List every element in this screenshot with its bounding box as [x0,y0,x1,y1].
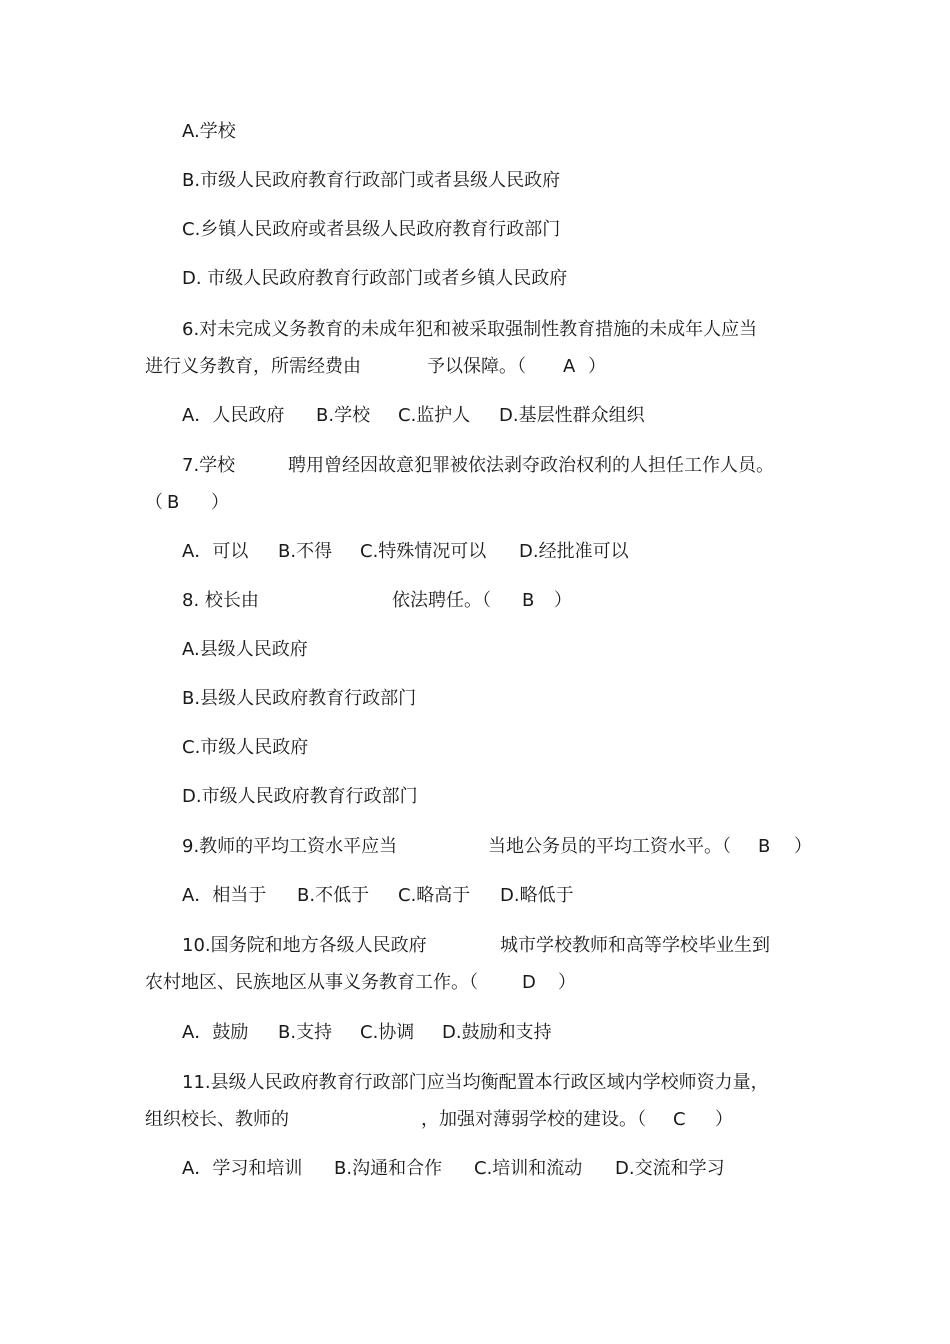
q8-text-before-blank: 8. 校长由 [182,590,259,611]
q10-question-line2 [145,971,785,995]
q11-option-c: C.培训和流动 [474,1158,583,1179]
q7-close-paren: ） [211,492,229,513]
q9-question [182,835,822,859]
q10-question-line1 [182,934,822,958]
q6-text-after-blank: 予以保障。（ [427,356,526,377]
q10-text: 农村地区、民族地区从事义务教育工作。（ [145,972,478,993]
q7-text-before-blank: 7.学校 [182,455,236,476]
q7-open-paren: （ [145,492,163,513]
q7-text-after-blank: 聘用曾经因故意犯罪被依法剥夺政治权利的人担任工作人员。 [288,455,774,476]
q10-text-after-blank: 城市学校教师和高等学校毕业生到 [500,935,770,956]
q11-text-after-blank: ，加强对薄弱学校的建设。（ [421,1109,646,1130]
q8-option-d: D.市级人民政府教育行政部门 [182,786,418,807]
q7-option-b: B.不得 [278,541,333,562]
q8-question [182,589,782,613]
q6-option-d: D.基层性群众组织 [499,405,645,426]
q7-option-d: D.经批准可以 [519,541,629,562]
q10-option-c: C.协调 [360,1022,415,1043]
q8-option-c: C.市级人民政府 [182,737,309,758]
q8-close-paren: ） [554,590,572,611]
q10-option-a: A．鼓励 [182,1022,249,1043]
q11-answer: C [673,1109,686,1130]
q6-question-line2 [145,355,905,379]
q9-options [182,884,782,908]
q11-question-line2 [145,1108,785,1132]
q10-text-before-blank: 10.国务院和地方各级人民政府 [182,935,427,956]
q11-close-paren: ） [715,1109,733,1130]
q10-option-d: D.鼓励和支持 [442,1022,552,1043]
q9-option-c: C.略高于 [398,885,471,906]
q8-answer: B [522,590,535,611]
q5-option-a: A.学校 [182,121,236,142]
q6-option-c: C.监护人 [398,405,471,426]
q6-text-before-blank: 进行义务教育，所需经费由 [145,356,361,377]
q11-option-d: D.交流和学习 [615,1158,725,1179]
q8-text-after-blank: 依法聘任。（ [392,590,491,611]
q6-options [182,404,782,428]
q9-text-after-blank: 当地公务员的平均工资水平。（ [488,836,731,857]
q10-answer: D [522,972,536,993]
q11-options [182,1157,822,1181]
q7-answer: B [167,492,180,513]
q7-options [182,540,782,564]
q5-option-c: C.乡镇人民政府或者县级人民政府教育行政部门 [182,219,561,240]
q11-text-before-blank: 组织校长、教师的 [145,1109,289,1130]
q11-option-a: A．学习和培训 [182,1158,303,1179]
q6-option-a: A．人民政府 [182,405,285,426]
q10-option-b: B.支持 [278,1022,333,1043]
q8-option-a: A.县级人民政府 [182,639,308,660]
q9-text-before-blank: 9.教师的平均工资水平应当 [182,836,398,857]
q8-option-b: B.县级人民政府教育行政部门 [182,688,417,709]
q9-answer: B [758,836,771,857]
q10-close-paren: ） [558,972,576,993]
q11-option-b: B.沟通和合作 [334,1158,443,1179]
q10-options [182,1021,782,1045]
q7-option-a: A．可以 [182,541,249,562]
q6-option-b: B.学校 [316,405,371,426]
q9-option-b: B.不低于 [297,885,370,906]
q5-option-b: B.市级人民政府教育行政部门或者县级人民政府 [182,170,561,191]
q6-answer: A [563,356,576,377]
q7-question-line2 [145,491,265,515]
q9-option-a: A．相当于 [182,885,267,906]
q7-option-c: C.特殊情况可以 [360,541,487,562]
q5-option-d: D. 市级人民政府教育行政部门或者乡镇人民政府 [182,268,568,289]
q7-question-line1 [182,454,822,478]
q6-question-line1: 6.对未完成义务教育的未成年犯和被采取强制性教育措施的未成年人应当 [182,319,758,340]
q11-question-line1: 11.县级人民政府教育行政部门应当均衡配置本行政区域内学校师资力量， [182,1072,769,1093]
q6-close-paren: ） [588,356,606,377]
q9-option-d: D.略低于 [500,885,574,906]
q9-close-paren: ） [794,836,812,857]
